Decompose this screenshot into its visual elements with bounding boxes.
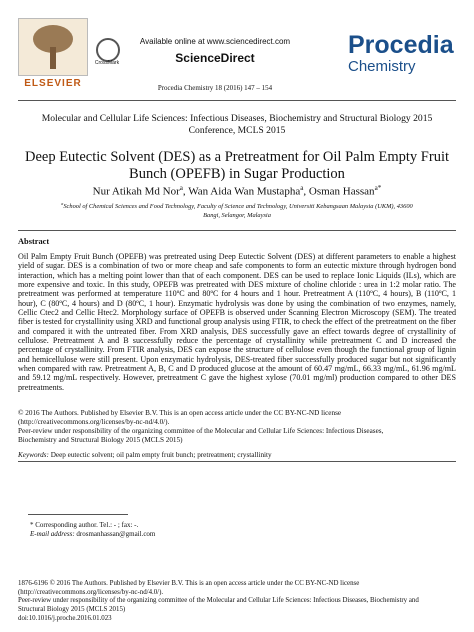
copyright-line: © 2016 The Authors. Published by Elsevier B.V. This is an open access article under the CC BY-NC-ND license: [18, 409, 342, 417]
brand-word-procedia: Procedia: [348, 31, 454, 59]
keywords: [18, 451, 456, 459]
doi[interactable]: doi:10.1016/j.proche.2016.01.023: [18, 614, 112, 622]
footer-license-link[interactable]: (http://creativecommons.org/licenses/by-nc-nd/4.0/).: [18, 588, 164, 596]
author-list: [20, 184, 454, 198]
issn-copyright: 1876-6196 © 2016 The Authors. Published by Elsevier B.V. This is an open access article under the CC BY-NC-ND license: [18, 580, 360, 587]
keywords-text: Deep eutectic solvent; oil palm empty fruit bunch; pretreatment; crystallinity: [48, 451, 272, 459]
footer-peer-review: Structural Biology 2015 (MCLS 2015): [18, 606, 126, 614]
crossmark-label: CrossMark: [94, 60, 120, 66]
license-link[interactable]: (http://creativecommons.org/licenses/by-nc-nd/4.0/).: [18, 418, 170, 426]
email-address[interactable]: drosmanhassan@gmail.com: [74, 530, 156, 538]
crossmark-icon[interactable]: [96, 38, 120, 62]
footer-peer-review: Peer-review under responsibility of the organizing committee of the Molecular and Cellular Life Sciences: Infectious Diseases, Biochemistry and: [18, 597, 419, 605]
abstract-heading: Abstract: [18, 237, 50, 246]
peer-review-line: Biochemistry and Structural Biology 2015 (MCLS 2015): [18, 436, 183, 444]
corresponding-contact: * Corresponding author. Tel.: - ; fax: -.: [30, 521, 139, 529]
sciencedirect-brand[interactable]: ScienceDirect: [175, 51, 255, 65]
journal-reference: Procedia Chemistry 18 (2016) 147 – 154: [157, 84, 273, 92]
author-3: , Osman Hassan: [303, 185, 375, 198]
header-divider: [18, 100, 456, 101]
elsevier-tree-logo: [18, 18, 88, 76]
brand-word-chemistry: Chemistry: [348, 58, 416, 75]
tree-trunk-shape: [50, 47, 56, 69]
abstract-top-divider: [18, 230, 456, 231]
footnote-divider: [28, 514, 128, 515]
author-2-mark: a: [300, 184, 304, 192]
email-label: E-mail address:: [30, 530, 75, 538]
paper-title: Deep Eutectic Solvent (DES) as a Pretreatment for Oil Palm Empty Fruit Bunch (OPEFB) in Sugar Production: [24, 149, 450, 182]
abstract-bottom-divider: [18, 461, 456, 462]
publisher-name: ELSEVIER: [24, 78, 82, 89]
corresponding-author: [30, 521, 155, 539]
copyright-block: [18, 409, 456, 445]
author-3-mark: a*: [374, 184, 382, 192]
peer-review-line: Peer-review under responsibility of the organizing committee of the Molecular and Cellular Life Sciences: Infectious Diseases,: [18, 427, 384, 435]
author-1: Nur Atikah Md Nor: [92, 185, 180, 198]
page-footer: [18, 580, 458, 624]
affiliation: [60, 200, 414, 220]
availability-line: Available online at www.sciencedirect.com: [139, 37, 291, 46]
author-2: , Wan Aida Wan Mustapha: [182, 185, 301, 198]
abstract-body: Oil Palm Empty Fruit Bunch (OPEFB) was pretreated using Deep Eutectic Solvent (DES) at different parameters to enable a highest yield of sugar. DES is a combination of two or more cheap and safe components to form an eutectic mixture through hydrogen bond interaction, which has a melting point lower than that of each component. DES can be used to replace Ionic Liquids (ILs), which are more expensive and toxic. In this study, OPEFB was pretreated with DES mixture of choline chloride : urea in 1:2 molar ratio. The pretreatment was performed at temperature 110ºC and 80ºC for 4 hours and 1 hour. Pretreatment A (110ºC, 4 hours), B (110ºC, 1 hour), C (80ºC, 4 hours) and D (80ºC, 1 hour). Enzymatic hydrolysis was done by using the combination of two enzymes, namely, Cellic Ctec2 and Cellic Htec2. Morphology surface of OPEFB is observed under Scanning Electron Microscopy (SEM). The treated fiber is tested for crystallinity using XRD and functional group analysis using FTIR, to check the effect of the pretreatment on the fiber and compared it with the untreated fiber. From XRD analysis, DES successfully gave an effect towards degree of crystallinity of cellulose. Pretreatment A and B successfully reduce the percentage of crystallinity while pretreatment C and D increased the percentage of crystallinity. From FTIR analysis, DES can expose the structure of cellulose even though the functional group of lignin and hemicellulose were still present. Upon enzymatic hydrolysis, DES-treated fiber successfully produced sugar but not significantly when compared with raw. Pretreatment A, B, C and D produced glucose at the amount of 60.47 mg/mL, 66.33 mg/mL, 61.96 mg/mL and 59.12 mg/mL respectively. However, pretreatment C gave the highest xylose (70.01 mg/ml) production compared to other DES pretreatments.: [18, 252, 456, 392]
journal-brand: [348, 32, 458, 90]
keywords-label: Keywords:: [18, 451, 49, 459]
affiliation-mark: a: [61, 201, 64, 206]
author-1-mark: a: [179, 184, 183, 192]
affiliation-text: School of Chemical Sciences and Food Technology, Faculty of Science and Technology, Universiti Kebangsaan Malaysia (UKM), 43600 Bangi, Selangor, Malaysia: [63, 203, 413, 219]
conference-name: Molecular and Cellular Life Sciences: Infectious Diseases, Biochemistry and Structural Biology 2015 Conference, MCLS 2015: [41, 113, 433, 136]
corresponding-email-line: [30, 530, 155, 539]
